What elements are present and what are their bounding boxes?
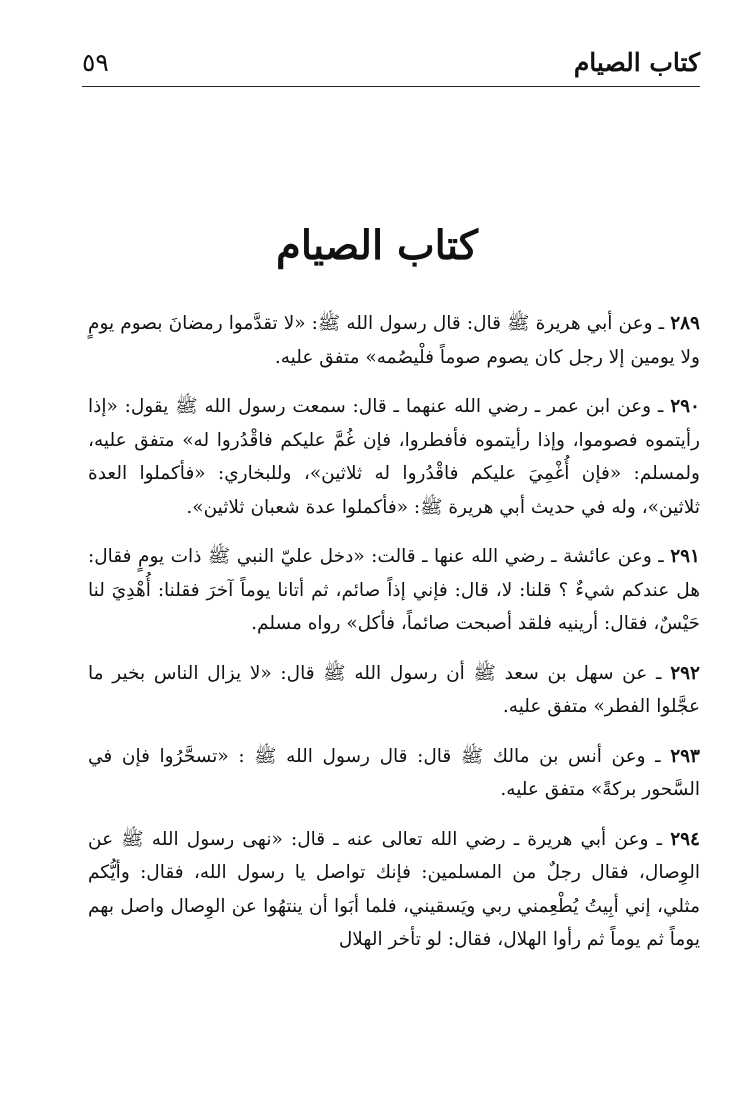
hadith-290	[88, 390, 700, 524]
hadith-289	[88, 307, 700, 374]
running-title: كتاب الصيام	[573, 48, 700, 77]
running-header	[82, 45, 700, 85]
hadith-list	[88, 307, 700, 973]
hadith-293	[88, 740, 700, 807]
hadith-number: ٢٩٠	[670, 396, 700, 417]
chapter-title: كتاب الصيام	[276, 222, 478, 269]
hadith-number: ٢٩٤	[670, 828, 700, 850]
hadith-text: ـ وعن أبي هريرة ـ رضي الله تعالى عنه ـ قال: «نهى رسول الله ﷺ عن الوِصال، فقال رجلٌ من المسلمين: فإنك تواصل يا رسول الله، فقال: وأيُّكم مثلي، إني أبِيتُ يُطْعِمني ربي ويَسقيني، فلما أبَوا أن ينتهُوا عن الوِصال واصل بهم يوماً ثم يوماً ثم رأوا الهلال، فقال: لو تأخر الهلال	[88, 828, 700, 950]
hadith-text: ـ وعن ابن عمر ـ رضي الله عنهما ـ قال: سمعت رسول الله ﷺ يقول: «إذا رأيتموه فصوموا، وإذا رأيتموه فأفطروا، فإن غُمَّ عليكم فاقْدُروا له» متفق عليه، ولمسلم: «فإن أُغْمِيَ عليكم فاقْدُروا له ثلاثين»، وللبخاري: «فأكملوا العدة ثلاثين»، وله في حديث أبي هريرة ﷺ: «فأكملوا عدة شعبان ثلاثين».	[88, 396, 700, 518]
hadith-text: ـ وعن أنس بن مالك ﷺ قال: قال رسول الله ﷺ : «تسحَّرُوا فإن في السَّحور بركةً» متفق عليه.	[88, 745, 700, 800]
hadith-text: ـ وعن أبي هريرة ﷺ قال: قال رسول الله ﷺ: «لا تقدَّموا رمضانَ بصوم يومٍ ولا يومين إلا رجل كان يصوم صوماً فلْيصُمه» متفق عليه.	[88, 313, 700, 368]
hadith-291	[88, 540, 700, 641]
header-rule	[82, 86, 700, 87]
hadith-text: ـ وعن عائشة ـ رضي الله عنها ـ قالت: «دخل عليّ النبي ﷺ ذات يومٍ فقال: هل عندكم شيءٌ ؟ قلنا: لا، قال: فإني إذاً صائم، ثم أتانا يوماً آخرَ فقلنا: أُهْدِيَ لنا حَيْسٌ، فقال: أرينيه فلقد أصبحت صائماً، فأكل» رواه مسلم.	[88, 546, 700, 634]
hadith-292	[88, 657, 700, 724]
hadith-number: ٢٩٣	[670, 745, 700, 767]
hadith-294	[88, 823, 700, 957]
hadith-number: ٢٩٢	[670, 662, 700, 684]
hadith-number: ٢٨٩	[670, 313, 700, 334]
hadith-text: ـ عن سهل بن سعد ﷺ أن رسول الله ﷺ قال: «لا يزال الناس بخير ما عجَّلوا الفطر» متفق عليه.	[88, 662, 700, 717]
page-number: ٥٩	[82, 48, 109, 77]
hadith-number: ٢٩١	[670, 546, 700, 567]
